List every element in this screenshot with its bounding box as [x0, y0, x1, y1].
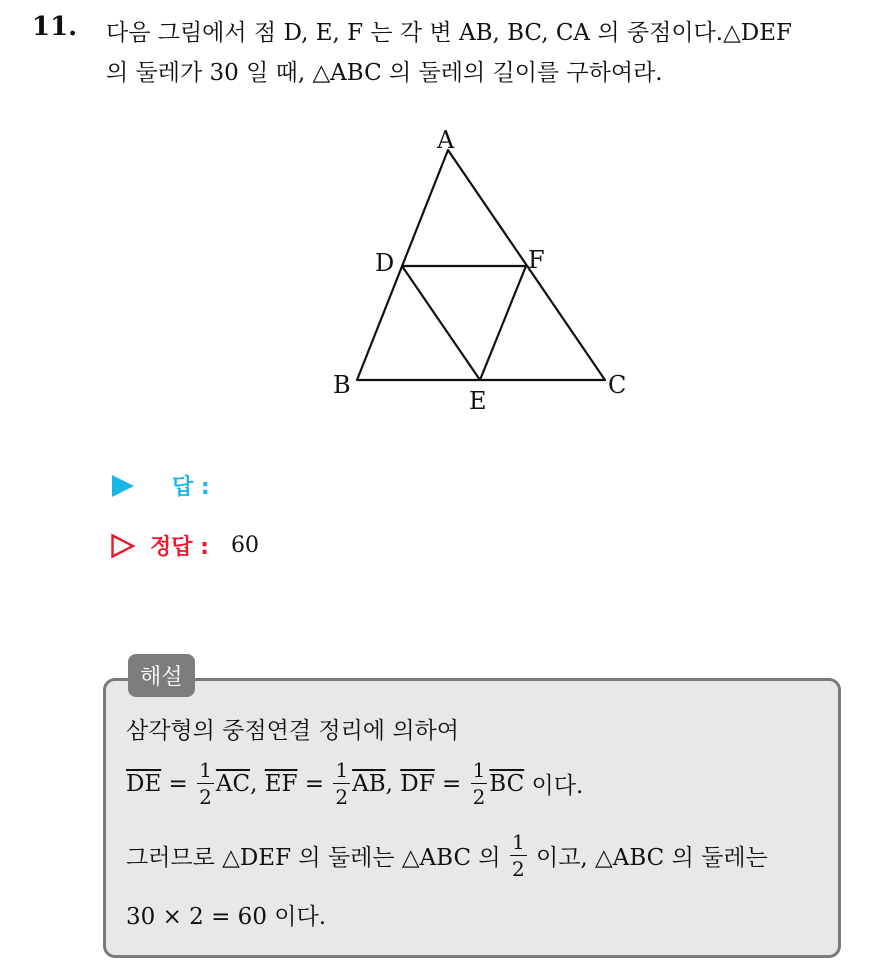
fraction-denominator: 2 [472, 785, 486, 809]
fraction-denominator: 2 [335, 785, 349, 809]
fraction-numerator: 1 [511, 830, 525, 854]
explanation-line-3 [126, 832, 768, 879]
question-text-line-2: 의 둘레가 30 일 때, △ABC 의 둘레의 길이를 구하여라. [106, 60, 663, 86]
fraction-numerator: 1 [335, 758, 349, 782]
separator: , [385, 770, 401, 797]
triangle-def [402, 266, 526, 380]
fraction-denominator: 2 [199, 785, 212, 809]
label-d: D [375, 249, 395, 277]
fraction-half [510, 832, 527, 879]
label-a: A [437, 126, 455, 154]
explanation-line-4: 30 × 2 = 60 이다. [126, 904, 327, 930]
fraction-half [471, 760, 488, 807]
equals-sign: = [297, 770, 332, 797]
label-e: E [469, 387, 487, 415]
segment-ac: $\overline{AC}$ [215, 770, 251, 797]
fraction-denominator: 2 [511, 857, 525, 881]
answer-label: 답 : [172, 475, 210, 500]
explanation-line-3-after: 이고, △ABC 의 둘레는 [528, 845, 768, 871]
segment-df: $\overline{DF}$ [400, 770, 435, 797]
segment-ef: $\overline{EF}$ [264, 770, 298, 797]
segment-bc: $\overline{BC}$ [489, 770, 525, 797]
label-b: B [333, 371, 351, 399]
play-triangle-outline-icon [110, 533, 136, 559]
question-text-line-1: 다음 그림에서 점 D, E, F 는 각 변 AB, BC, CA 의 중점이다.△DEF [106, 20, 792, 46]
line-end: 이다. [524, 773, 584, 799]
fraction-numerator: 1 [472, 758, 486, 782]
answer-row [110, 470, 210, 501]
equals-sign: = [434, 770, 469, 797]
correct-answer-row [110, 530, 259, 561]
explanation-line-2 [126, 760, 583, 807]
explanation-tag: 해설 [128, 654, 195, 697]
label-c: C [608, 371, 627, 399]
play-triangle-icon [110, 473, 136, 499]
explanation-line-3-before: 그러므로 △DEF 의 둘레는 △ABC 의 [126, 845, 508, 871]
segment-de: $\overline{DE}$ [126, 770, 162, 797]
fraction-half [197, 760, 214, 807]
equals-sign: = [161, 770, 196, 797]
segment-ab: $\overline{AB}$ [352, 770, 386, 797]
fraction-numerator: 1 [199, 758, 212, 782]
separator: , [250, 770, 265, 797]
explanation-line-1: 삼각형의 중점연결 정리에 의하여 [126, 718, 459, 744]
correct-answer-value: 60 [230, 533, 259, 558]
label-f: F [528, 246, 545, 274]
correct-answer-label: 정답 : [150, 535, 209, 560]
question-number: 11. [32, 12, 78, 42]
fraction-half [333, 760, 350, 807]
triangle-figure [320, 115, 640, 415]
